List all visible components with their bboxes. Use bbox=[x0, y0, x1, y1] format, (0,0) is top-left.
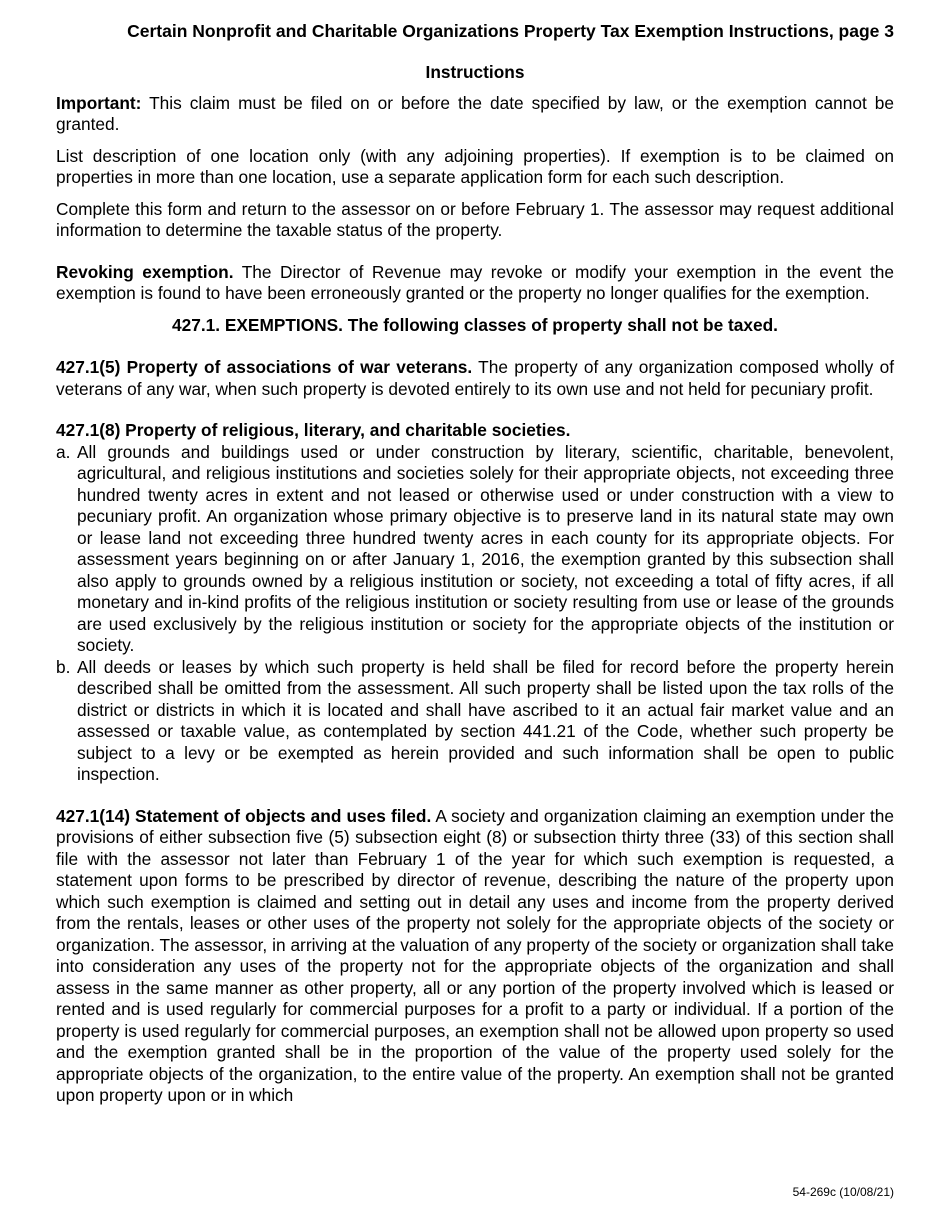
section-14-paragraph bbox=[56, 806, 894, 1107]
important-text: This claim must be filed on or before the date specified by law, or the exemption cannot be granted. bbox=[56, 92, 894, 134]
item-text: All deeds or leases by which such property is held shall be filed for record before the property herein described shall be omitted from the assessment. All such property shall be listed upon the tax rolls of the district or districts in which it is located and shall have ascribed to it an actual fair market value and an assessed or taxable value, as contemplated by section 441.21 of the Code, whether such property be subject to a levy or be exempted as herein provided and such information shall be open to public inspection. bbox=[77, 656, 894, 784]
item-text: All grounds and buildings used or under construction by literary, scientific, charitable, benevolent, agricultural, and religious institutions and societies solely for their appropriate objects, not exceeding three hundred twenty acres in extent and not leased or otherwise used or under construction with a view to pecuniary profit. An organization whose primary objective is to preserve land in its natural state may own or lease land not exceeding three hundred twenty acres in each county for its appropriate objects. For assessment years beginning on or after January 1, 2016, the exemption granted by this subsection shall also apply to grounds owned by a religious institution or society, not exceeding a total of fifty acres, if all monetary and in-kind profits of the religious institution or society resulting from use or lease of the grounds are used exclusively by the religious institution or society for the appropriate objects of the institution or society. bbox=[77, 441, 894, 655]
section-8-heading: 427.1(8) Property of religious, literary, and charitable societies. bbox=[56, 420, 571, 440]
revoking-exemption-paragraph bbox=[56, 262, 894, 305]
page-header: Certain Nonprofit and Charitable Organizations Property Tax Exemption Instructions, page 3 bbox=[127, 21, 894, 41]
instructions-heading: Instructions bbox=[425, 62, 525, 82]
document-body bbox=[56, 62, 894, 1117]
complete-form-paragraph: Complete this form and return to the assessor on or before February 1. The assessor may request additional information to determine the taxable status of the property. bbox=[56, 198, 894, 240]
section-5-paragraph bbox=[56, 357, 894, 400]
section-14-label: 427.1(14) Statement of objects and uses filed. bbox=[56, 805, 432, 826]
section-8-item-b bbox=[56, 657, 894, 786]
form-number: 54-269c (10/08/21) bbox=[792, 1185, 894, 1199]
exemptions-heading: 427.1. EXEMPTIONS. The following classes of property shall not be taxed. bbox=[172, 314, 778, 335]
section-14-text: A society and organization claiming an exemption under the provisions of either subsection five (5) subsection eight (8) or subsection thirty three (33) of this section shall file with the assessor not later than February 1 of the year for which such exemption is requested, a statement upon forms to be prescribed by director of revenue, describing the nature of the property upon which such exemption is claimed and setting out in detail any uses and income from the property derived from the rentals, leases or other uses of the property not solely for the appropriate objects of the society or organization. The assessor, in arriving at the valuation of any property of the society or organization shall take into consideration any uses of the property not for the appropriate objects of the organization and shall assess in the same manner as other property, all or any portion of the property involved which is leased or rented and is used regularly for commercial purposes for a profit to a party or individual. If a portion of the property is used regularly for commercial purposes, an exemption shall not be allowed upon property so used and the exemption granted shall be in the proportion of the value of the property used solely for the appropriate objects of the organization, to the entire value of the property. An exemption shall not be granted upon property upon or in which bbox=[56, 805, 894, 1105]
item-marker: a. bbox=[56, 441, 71, 462]
important-label: Important: bbox=[56, 92, 142, 113]
item-marker: b. bbox=[56, 656, 71, 677]
section-8-item-a bbox=[56, 442, 894, 657]
revoking-label: Revoking exemption. bbox=[56, 261, 234, 282]
important-paragraph bbox=[56, 93, 894, 136]
revoking-text: The Director of Revenue may revoke or modify your exemption in the event the exemption is found to have been erroneously granted or the property no longer qualifies for the exemption. bbox=[56, 261, 894, 303]
location-paragraph: List description of one location only (with any adjoining properties). If exemption is to be claimed on properties in more than one location, use a separate application form for each such description. bbox=[56, 145, 894, 187]
section-5-label: 427.1(5) Property of associations of war veterans. bbox=[56, 357, 473, 377]
section-5-text: The property of any organization composed wholly of veterans of any war, when such property is devoted entirely to its own use and not held for pecuniary profit. bbox=[56, 357, 894, 399]
